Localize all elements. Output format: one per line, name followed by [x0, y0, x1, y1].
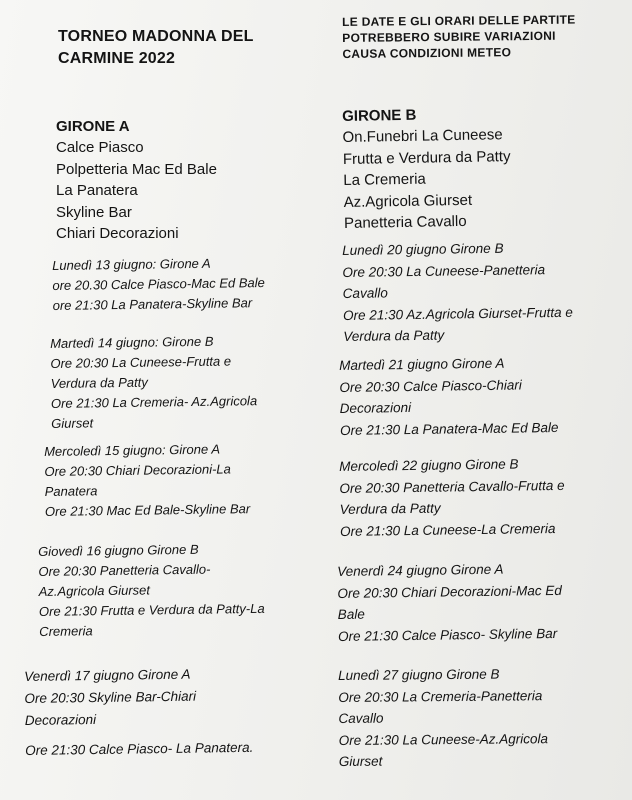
girone-a-heading: GIRONE A	[56, 118, 130, 135]
girone-b-list	[342, 104, 512, 234]
schedule-line: Decorazioni	[339, 400, 412, 416]
schedule-line: Ore 21:30 Calce Piasco- Skyline Bar	[337, 625, 558, 644]
schedule-line: Ore 20:30 Panetteria Cavallo-	[38, 561, 211, 579]
schedule-day	[339, 352, 559, 441]
schedule-day	[342, 237, 573, 348]
schedule-day	[338, 663, 548, 772]
schedule-line: ore 21:30 La Panatera-Skyline Bar	[52, 295, 253, 313]
schedule-line: Venerdì 17 giugno Girone A	[24, 666, 191, 684]
schedule-line: Ore 21:30 Mac Ed Bale-Skyline Bar	[44, 501, 251, 519]
schedule-line: Mercoledì 22 giugno Girone B	[339, 456, 519, 474]
title-line: CARMINE 2022	[58, 50, 176, 67]
schedule-day	[337, 558, 563, 647]
schedule-line: Verdura da Patty	[50, 374, 148, 391]
schedule-line: Ore 20:30 Calce Piasco-Chiari	[339, 376, 522, 395]
notice-line: LE DATE E GLI ORARI DELLE PARTITE	[342, 12, 576, 29]
team-item: Calce Piasco	[56, 139, 144, 156]
notice-line: CAUSA CONDIZIONI METEO	[342, 45, 512, 61]
schedule-line: Verdura da Patty	[339, 500, 441, 517]
schedule-line: Lunedì 13 giugno: Girone A	[52, 255, 211, 273]
schedule-day	[52, 253, 265, 316]
schedule-day	[339, 453, 565, 542]
schedule-day	[24, 663, 253, 762]
tournament-title	[58, 26, 254, 70]
schedule-line: Ore 21:30 La Cremeria- Az.Agricola	[50, 393, 258, 411]
schedule-line: Ore 20:30 Chiari Decorazioni-Mac Ed	[337, 582, 562, 601]
schedule-line: Verdura da Patty	[343, 327, 445, 344]
schedule-line: Giurset	[338, 753, 383, 769]
schedule-line: Ore 20:30 Skyline Bar-Chiari	[24, 688, 197, 706]
team-item: Skyline Bar	[56, 203, 132, 221]
schedule-line: Giovedì 16 giugno Girone B	[38, 541, 199, 559]
team-item: La Panatera	[56, 182, 138, 199]
schedule-line: Giurset	[51, 415, 94, 431]
schedule-line: Ore 20:30 Panetteria Cavallo-Frutta e	[339, 477, 565, 496]
weather-notice	[342, 12, 576, 62]
team-item: Az.Agricola Giurset	[343, 191, 473, 211]
schedule-line: Ore 20:30 Chiari Decorazioni-La	[44, 461, 231, 479]
schedule-line: Martedì 21 giugno Girone A	[339, 355, 505, 373]
schedule-line: Martedì 14 giugno: Girone B	[50, 333, 214, 351]
schedule-line: Cavallo	[338, 710, 384, 726]
team-item: Chiari Decorazioni	[56, 225, 179, 242]
schedule-line: Ore 21:30 Calce Piasco- La Panatera.	[25, 739, 254, 758]
team-item: Frutta e Verdura da Patty	[342, 147, 511, 168]
schedule-line: Lunedì 27 giugno Girone B	[338, 666, 500, 683]
team-item: La Cremeria	[343, 170, 426, 189]
schedule-line: Ore 21:30 La Cuneese-La Cremeria	[339, 520, 556, 539]
girone-b-heading: GIRONE B	[342, 106, 417, 125]
schedule-line: Cremeria	[39, 623, 93, 639]
schedule-line: Ore 21:30 Frutta e Verdura da Patty-La	[38, 600, 265, 619]
schedule-line: Bale	[337, 606, 365, 622]
schedule-line: Ore 20:30 La Cuneese-Panetteria	[342, 261, 546, 280]
schedule-day	[38, 539, 265, 642]
schedule-line: Mercoledì 15 giugno: Girone A	[44, 441, 221, 459]
schedule-line: Cavallo	[342, 285, 388, 301]
schedule-line: Ore 21:30 Az.Agricola Giurset-Frutta e	[342, 304, 573, 323]
schedule-line: ore 20.30 Calce Piasco-Mac Ed Bale	[52, 275, 265, 293]
schedule-line: Ore 20:30 La Cremeria-Panetteria	[338, 687, 543, 705]
title-line: TORNEO MADONNA DEL	[58, 28, 254, 45]
schedule-day	[50, 331, 258, 434]
schedule-line: Ore 20:30 La Cuneese-Frutta e	[50, 353, 232, 371]
schedule-line: Decorazioni	[24, 711, 97, 728]
schedule-line: Panatera	[44, 483, 98, 499]
schedule-line: Ore 21:30 La Cuneese-Az.Agricola	[338, 730, 549, 748]
team-item: Polpetteria Mac Ed Bale	[56, 160, 217, 178]
schedule-line: Ore 21:30 La Panatera-Mac Ed Bale	[339, 419, 559, 438]
girone-a-list	[56, 117, 217, 245]
schedule-day	[44, 439, 250, 522]
schedule-line: Lunedì 20 giugno Girone B	[342, 240, 504, 258]
team-item: On.Funebri La Cuneese	[342, 126, 503, 146]
schedule-line: Venerdì 24 giugno Girone A	[337, 561, 504, 579]
notice-line: POTREBBERO SUBIRE VARIAZIONI	[342, 28, 556, 45]
team-item: Panetteria Cavallo	[343, 212, 467, 232]
schedule-line: Az.Agricola Giurset	[38, 582, 151, 599]
